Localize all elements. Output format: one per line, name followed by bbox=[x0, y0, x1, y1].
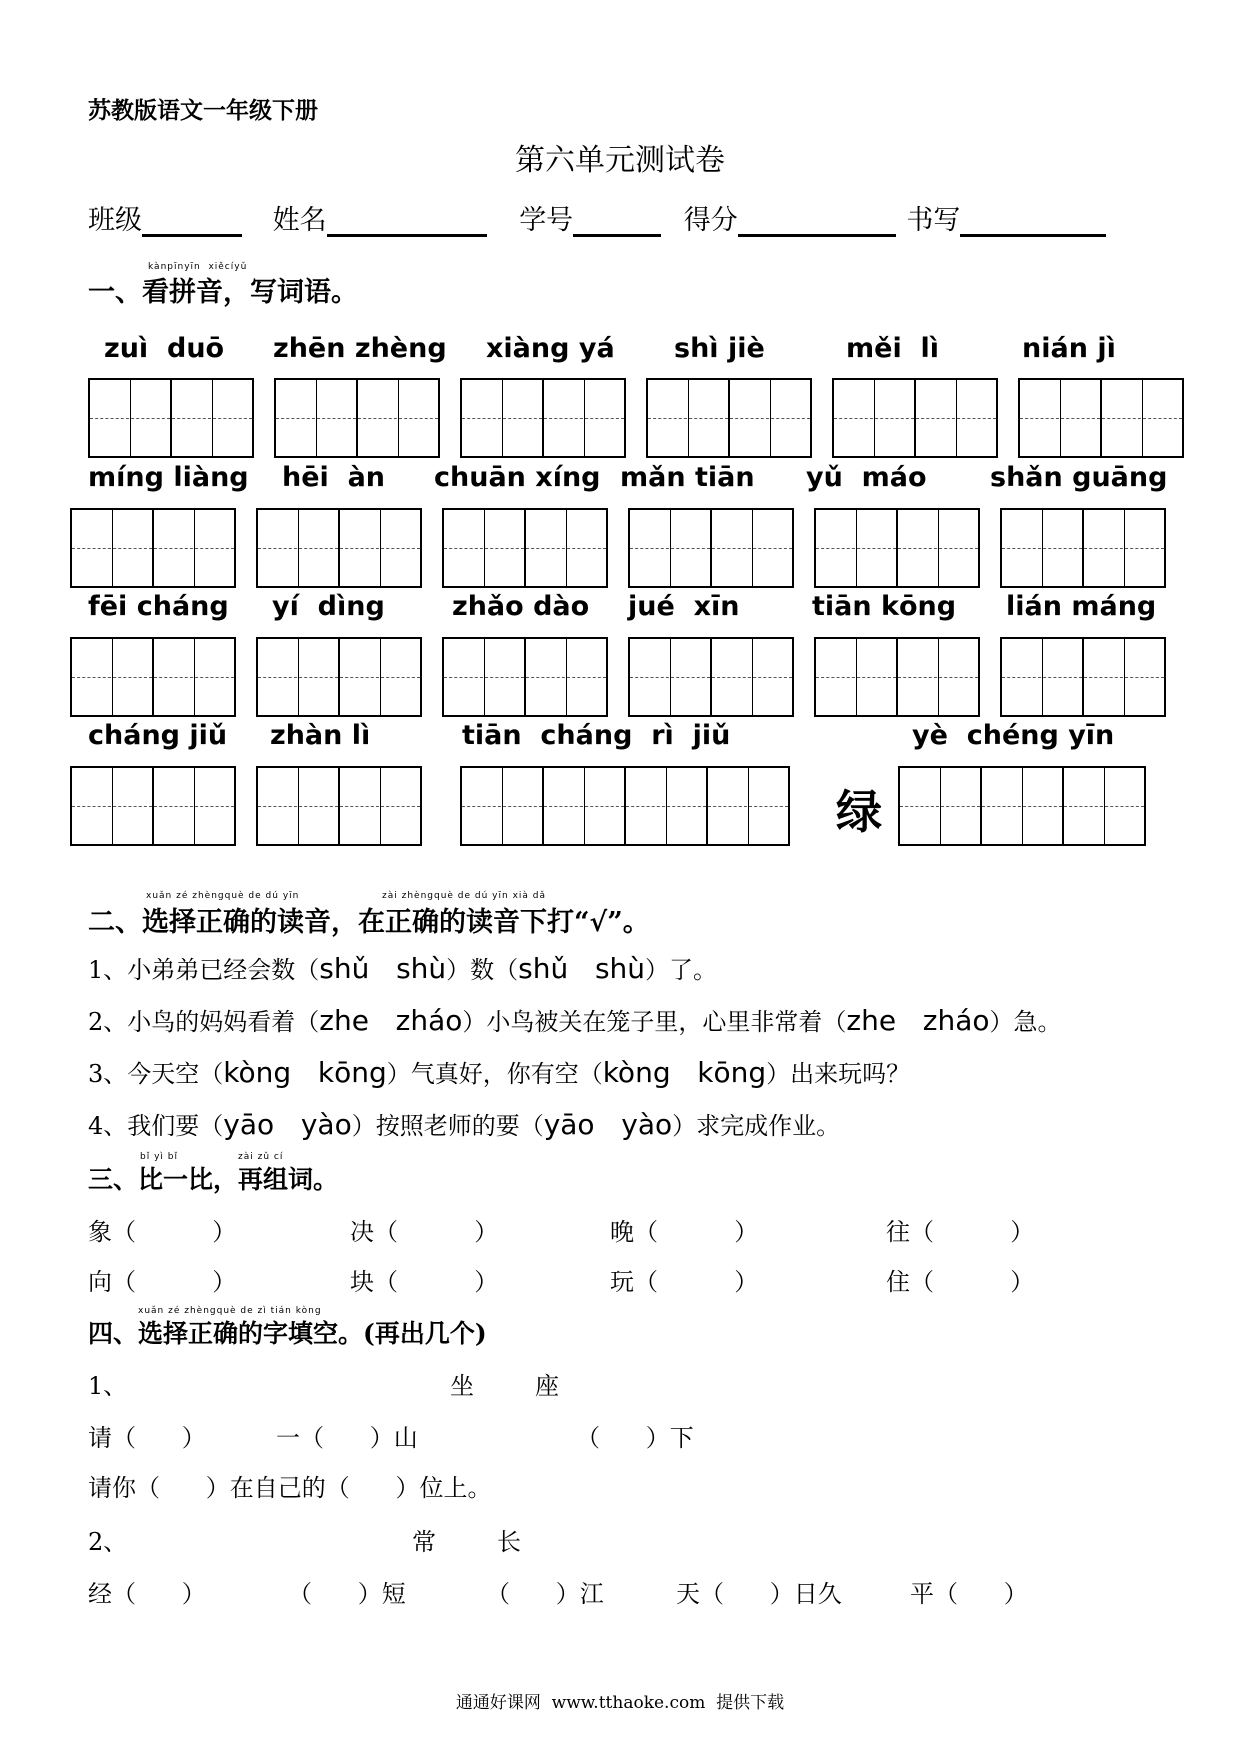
pinyin-label: chuān xíng bbox=[434, 462, 601, 493]
writing-cell[interactable] bbox=[256, 637, 340, 717]
pinyin-label: zhǎo dào bbox=[452, 591, 590, 622]
writing-cell[interactable] bbox=[88, 378, 172, 458]
pinyin-label: zuì duō bbox=[104, 333, 225, 364]
question-text: ）按照老师的要（ bbox=[351, 1112, 544, 1140]
question-text: ）小鸟被关在笼子里，心里非常着（ bbox=[462, 1008, 847, 1036]
writing-cell[interactable] bbox=[152, 508, 236, 588]
fill-item[interactable]: 天（ ）日久 bbox=[676, 1580, 842, 1608]
writing-cell[interactable] bbox=[706, 766, 790, 846]
writing-cell[interactable] bbox=[524, 637, 608, 717]
writing-cell[interactable] bbox=[256, 508, 340, 588]
section2-ruby: xuǎn zé zhèngquè de dú yīn bbox=[146, 891, 300, 901]
writing-cell[interactable] bbox=[542, 766, 626, 846]
word-item[interactable]: 住（ ） bbox=[886, 1268, 1035, 1296]
pinyin-label: mǎn tiān bbox=[620, 462, 755, 493]
fill-item[interactable]: （ ）江 bbox=[486, 1580, 604, 1608]
writing-cell[interactable] bbox=[460, 378, 544, 458]
writing-cell[interactable] bbox=[1100, 378, 1184, 458]
writing-cell[interactable] bbox=[524, 508, 608, 588]
writing-grid[interactable] bbox=[832, 378, 996, 458]
writing-cell[interactable] bbox=[646, 378, 730, 458]
pinyin-option[interactable]: shǔ shù bbox=[319, 952, 447, 985]
fill-item[interactable]: 经（ ） bbox=[88, 1580, 206, 1608]
writing-cell[interactable] bbox=[896, 508, 980, 588]
question-text: 4、我们要（ bbox=[88, 1112, 224, 1140]
writing-cell[interactable] bbox=[542, 378, 626, 458]
pinyin-label: lián máng bbox=[1006, 591, 1157, 622]
writing-cell[interactable] bbox=[1082, 508, 1166, 588]
given-character: 绿 bbox=[836, 785, 882, 839]
writing-grid[interactable] bbox=[70, 637, 234, 717]
writing-grid[interactable] bbox=[442, 508, 606, 588]
writing-grid[interactable] bbox=[70, 508, 234, 588]
section1-ruby: kànpīnyīn xiěcíyǔ bbox=[148, 262, 248, 272]
writing-cell[interactable] bbox=[898, 766, 982, 846]
footer: 通通好课网 www.tthaoke.com 提供下载 bbox=[455, 1693, 785, 1713]
info-line bbox=[88, 198, 1106, 237]
number-blank[interactable] bbox=[573, 204, 661, 237]
pinyin-label: tiān cháng rì jiǔ bbox=[462, 720, 731, 751]
section1-heading: 一、看拼音，写词语。 bbox=[88, 277, 358, 308]
writing-cell[interactable] bbox=[710, 508, 794, 588]
writing-grid[interactable] bbox=[274, 378, 438, 458]
writing-cell[interactable] bbox=[728, 378, 812, 458]
writing-grid[interactable] bbox=[460, 766, 788, 846]
question-text: ）出来玩吗？ bbox=[766, 1060, 911, 1088]
writing-cell[interactable] bbox=[710, 637, 794, 717]
pinyin-label: hēi àn bbox=[282, 462, 386, 493]
writing-cell[interactable] bbox=[70, 508, 154, 588]
question-text: ）气真好，你有空（ bbox=[386, 1060, 603, 1088]
writing-cell[interactable] bbox=[338, 508, 422, 588]
writing-cell[interactable] bbox=[170, 378, 254, 458]
writing-grid[interactable] bbox=[814, 508, 978, 588]
pinyin-label: shǎn guāng bbox=[990, 462, 1168, 493]
writing-cell[interactable] bbox=[624, 766, 708, 846]
writing-cell[interactable] bbox=[896, 637, 980, 717]
question-text: ）了。 bbox=[645, 956, 718, 984]
question-text: ）数（ bbox=[446, 956, 519, 984]
name-label: 姓名 bbox=[272, 205, 327, 236]
writing-cell[interactable] bbox=[274, 378, 358, 458]
name-blank[interactable] bbox=[327, 204, 487, 237]
writing-cell[interactable] bbox=[356, 378, 440, 458]
score-label: 得分 bbox=[683, 205, 738, 236]
pinyin-label: zhàn lì bbox=[270, 720, 371, 751]
pinyin-label: yǔ máo bbox=[806, 462, 927, 493]
writing-grid[interactable] bbox=[1000, 508, 1164, 588]
fill-item[interactable]: 平（ ） bbox=[910, 1580, 1028, 1608]
writing-cell[interactable] bbox=[1062, 766, 1146, 846]
writing-grid[interactable] bbox=[628, 637, 792, 717]
writing-grid[interactable] bbox=[460, 378, 624, 458]
question-text: ）急。 bbox=[989, 1008, 1062, 1036]
fill-item[interactable]: 一（ ）山 bbox=[276, 1424, 418, 1452]
writing-cell[interactable] bbox=[338, 637, 422, 717]
pinyin-label: yè chéng yīn bbox=[912, 720, 1115, 751]
score-blank[interactable] bbox=[738, 204, 896, 237]
word-item[interactable]: 块（ ） bbox=[350, 1268, 499, 1296]
pinyin-label: tiān kōng bbox=[812, 591, 957, 622]
writing-grid[interactable] bbox=[256, 637, 420, 717]
word-item[interactable]: 象（ ） bbox=[88, 1218, 237, 1246]
writing-grid[interactable] bbox=[628, 508, 792, 588]
pinyin-option[interactable]: yāo yào bbox=[223, 1108, 352, 1141]
writing-cell[interactable] bbox=[1018, 378, 1102, 458]
writing-cell[interactable] bbox=[628, 637, 712, 717]
writing-grid[interactable] bbox=[70, 766, 234, 846]
question-number: 1、 bbox=[88, 1372, 128, 1400]
writing-cell[interactable] bbox=[152, 637, 236, 717]
question-text: 1、小弟弟已经会数（ bbox=[88, 956, 320, 984]
word-item[interactable]: 往（ ） bbox=[886, 1218, 1035, 1246]
question bbox=[88, 1002, 1062, 1037]
writing-cell[interactable] bbox=[814, 508, 898, 588]
writing-cell[interactable] bbox=[980, 766, 1064, 846]
writing-cell[interactable] bbox=[460, 766, 544, 846]
writing-grid[interactable] bbox=[442, 637, 606, 717]
writing-cell[interactable] bbox=[338, 766, 422, 846]
question-text: 2、小鸟的妈妈看着（ bbox=[88, 1008, 320, 1036]
section2-ruby: zài zhèngquè de dú yīn xià dǎ bbox=[382, 891, 547, 901]
pinyin-option[interactable]: shǔ shù bbox=[518, 952, 646, 985]
pinyin-label: cháng jiǔ bbox=[88, 720, 228, 751]
writing-cell[interactable] bbox=[70, 766, 154, 846]
pinyin-label: míng liàng bbox=[88, 462, 249, 493]
question bbox=[88, 1054, 910, 1089]
char-choices: 坐 座 bbox=[450, 1372, 560, 1400]
class-label: 班级 bbox=[88, 205, 142, 236]
section4-ruby: xuǎn zé zhèngquè de zì tián kòng bbox=[138, 1306, 322, 1316]
question-text: ）求完成作业。 bbox=[672, 1112, 841, 1140]
word-item[interactable]: 玩（ ） bbox=[610, 1268, 759, 1296]
writing-grid[interactable] bbox=[814, 637, 978, 717]
writing-cell[interactable] bbox=[442, 508, 526, 588]
writing-cell[interactable] bbox=[914, 378, 998, 458]
writing-cell[interactable] bbox=[1082, 637, 1166, 717]
question-number: 2、 bbox=[88, 1528, 128, 1556]
word-item[interactable]: 晚（ ） bbox=[610, 1218, 759, 1246]
writing-cell[interactable] bbox=[152, 766, 236, 846]
pinyin-option[interactable]: kòng kōng bbox=[602, 1056, 767, 1089]
writing-cell[interactable] bbox=[70, 637, 154, 717]
word-item[interactable]: 决（ ） bbox=[350, 1218, 499, 1246]
writing-cell[interactable] bbox=[256, 766, 340, 846]
section3-ruby: bǐ yì bǐ bbox=[140, 1152, 178, 1162]
writing-grid[interactable] bbox=[898, 766, 1144, 846]
pinyin-option[interactable]: zhe zháo bbox=[319, 1004, 463, 1037]
writing-grid[interactable] bbox=[256, 766, 420, 846]
writing-cell[interactable] bbox=[832, 378, 916, 458]
writing-grid[interactable] bbox=[88, 378, 252, 458]
char-choices: 常 长 bbox=[412, 1528, 522, 1556]
question bbox=[88, 950, 717, 985]
pinyin-option[interactable]: zhe zháo bbox=[846, 1004, 990, 1037]
pinyin-label: zhēn zhèng bbox=[273, 333, 447, 364]
fill-item[interactable]: （ ）下 bbox=[576, 1424, 694, 1452]
pinyin-option[interactable]: yāo yào bbox=[543, 1108, 673, 1141]
writing-blank[interactable] bbox=[960, 204, 1106, 237]
number-label: 学号 bbox=[519, 205, 574, 236]
writing-label: 书写 bbox=[906, 205, 961, 236]
subtitle: 苏教版语文一年级下册 bbox=[88, 97, 318, 124]
fill-item[interactable]: （ ）短 bbox=[288, 1580, 406, 1608]
pinyin-label: fēi cháng bbox=[88, 591, 229, 622]
pinyin-label: měi lì bbox=[846, 333, 940, 364]
writing-cell[interactable] bbox=[1000, 637, 1084, 717]
pinyin-label: xiàng yá bbox=[486, 333, 615, 364]
writing-cell[interactable] bbox=[442, 637, 526, 717]
writing-cell[interactable] bbox=[628, 508, 712, 588]
section3-heading: 三、比一比，再组词。 bbox=[88, 1165, 339, 1194]
writing-grid[interactable] bbox=[1000, 637, 1164, 717]
pinyin-option[interactable]: kòng kōng bbox=[223, 1056, 387, 1089]
pinyin-label: jué xīn bbox=[628, 591, 740, 622]
section2-heading: 二、选择正确的读音，在正确的读音下打“√”。 bbox=[88, 907, 650, 938]
class-blank[interactable] bbox=[142, 204, 242, 237]
writing-grid[interactable] bbox=[1018, 378, 1182, 458]
fill-sentence[interactable]: 请你（ ）在自己的（ ）位上。 bbox=[88, 1474, 492, 1502]
pinyin-label: yí dìng bbox=[272, 591, 385, 622]
section3-ruby: zài zǔ cí bbox=[238, 1152, 284, 1162]
word-item[interactable]: 向（ ） bbox=[88, 1268, 237, 1296]
section4-heading: 四、选择正确的字填空。(再出几个) bbox=[88, 1319, 487, 1348]
writing-cell[interactable] bbox=[814, 637, 898, 717]
question-text: 3、今天空（ bbox=[88, 1060, 224, 1088]
writing-cell[interactable] bbox=[1000, 508, 1084, 588]
pinyin-label: shì jiè bbox=[674, 333, 765, 364]
page-title: 第六单元测试卷 bbox=[515, 143, 725, 178]
pinyin-label: nián jì bbox=[1022, 333, 1116, 364]
writing-grid[interactable] bbox=[646, 378, 810, 458]
writing-grid[interactable] bbox=[256, 508, 420, 588]
fill-item[interactable]: 请（ ） bbox=[88, 1424, 206, 1452]
question bbox=[88, 1106, 840, 1141]
